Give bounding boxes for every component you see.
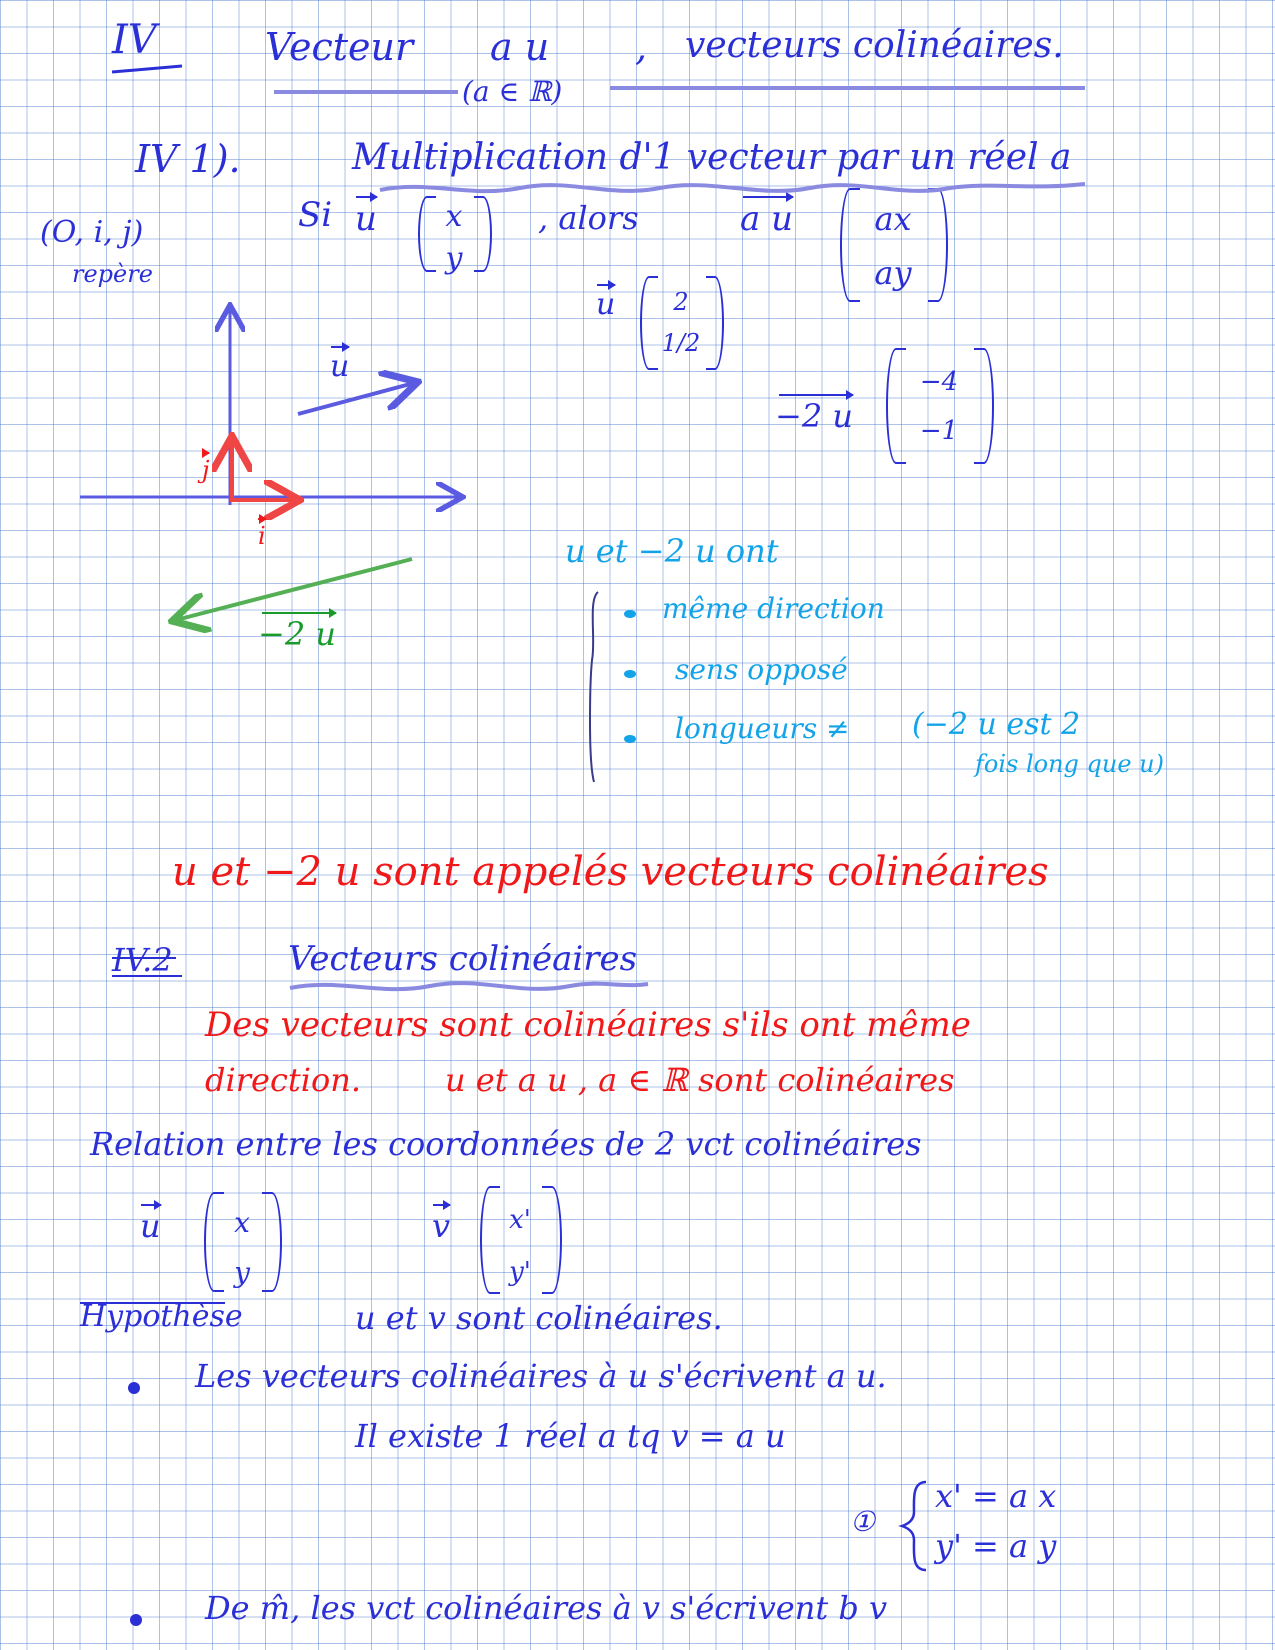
properties-intro: u et −2 u ont	[565, 532, 779, 570]
example-m2u-comp-y: −1	[919, 416, 959, 447]
property-note-line1: (−2 u est 2	[912, 707, 1081, 742]
subsection2-number: IV.2	[112, 941, 173, 979]
rule-comp-x: x	[445, 199, 463, 234]
vector-v-comp-x: x'	[509, 1205, 531, 1235]
example-u: u	[596, 287, 616, 322]
example-m2u: −2 u	[775, 397, 853, 435]
rule-u: u	[355, 199, 377, 239]
bullet2-text: De m̂, les vct colinéaires à v s'écrivent b v	[205, 1589, 888, 1627]
vector-v-comp-y: y'	[509, 1257, 531, 1287]
rule-result-ay: ay	[874, 254, 912, 293]
section-title-sep: ,	[635, 25, 648, 69]
section-number: IV	[112, 17, 157, 63]
section-title-vec: a u	[490, 25, 550, 69]
subsection1-title: Multiplication d'1 vecteur par un réel a	[352, 137, 1072, 178]
equation-line2: y' = a y	[935, 1527, 1057, 1565]
definition-line2: direction.	[205, 1061, 362, 1099]
repere-label: repère	[72, 260, 153, 288]
example-u-comp-x: 2	[673, 288, 689, 316]
property-note-line2: fois long que u)	[975, 750, 1164, 778]
rule-si: Si	[298, 195, 333, 235]
bullet1-line2: Il existe 1 réel a tq v = a u	[355, 1417, 786, 1455]
colinear-statement: u et −2 u sont appelés vecteurs colinéaires	[172, 849, 1049, 895]
section-title-condition: (a ∈ ℝ)	[462, 75, 563, 108]
section-title-part2: vecteurs colinéaires.	[685, 25, 1064, 66]
definition-line2b: u et a u , a ∈ ℝ sont colinéaires	[445, 1061, 955, 1099]
equation-number: ①	[850, 1505, 876, 1538]
vector-v-name: v	[432, 1207, 451, 1245]
hypothesis-text: u et v sont colinéaires.	[355, 1299, 723, 1337]
relation-heading: Relation entre les coordonnées de 2 vct colinéaires	[90, 1125, 922, 1163]
example-u-comp-y: 1/2	[661, 328, 701, 357]
section-title-part1: Vecteur	[265, 25, 414, 69]
vector-u-comp-x: x	[234, 1206, 250, 1239]
property-item-direction: même direction	[662, 592, 885, 625]
bullet-point	[130, 1614, 142, 1626]
rule-result-ax: ax	[874, 200, 912, 238]
repere-coords: (O, i, j)	[40, 215, 144, 250]
bullet1-text: Les vecteurs colinéaires à u s'écrivent a u.	[195, 1357, 887, 1395]
example-m2u-comp-x: −4	[919, 367, 959, 397]
graph-u-label: u	[330, 349, 350, 384]
graph-j-label: j	[202, 456, 210, 484]
graph-i-label: i	[258, 522, 266, 550]
hypothesis-label: Hypothèse	[80, 1299, 243, 1334]
graph-m2u-label: −2 u	[258, 615, 336, 653]
rule-au: a u	[740, 199, 793, 239]
rule-alors: , alors	[538, 199, 639, 237]
property-item-longueurs: longueurs ≠	[675, 712, 850, 745]
vector-u-comp-y: y	[234, 1256, 250, 1290]
vector-u-name: u	[140, 1207, 161, 1245]
subsection1-number: IV 1).	[135, 137, 241, 181]
equation-line1: x' = a x	[935, 1477, 1057, 1515]
subsection2-title: Vecteurs colinéaires	[288, 939, 638, 979]
rule-comp-y: y	[445, 241, 463, 276]
property-item-sens: sens opposé	[675, 653, 848, 686]
definition-line1: Des vecteurs sont colinéaires s'ils ont même	[205, 1005, 971, 1045]
